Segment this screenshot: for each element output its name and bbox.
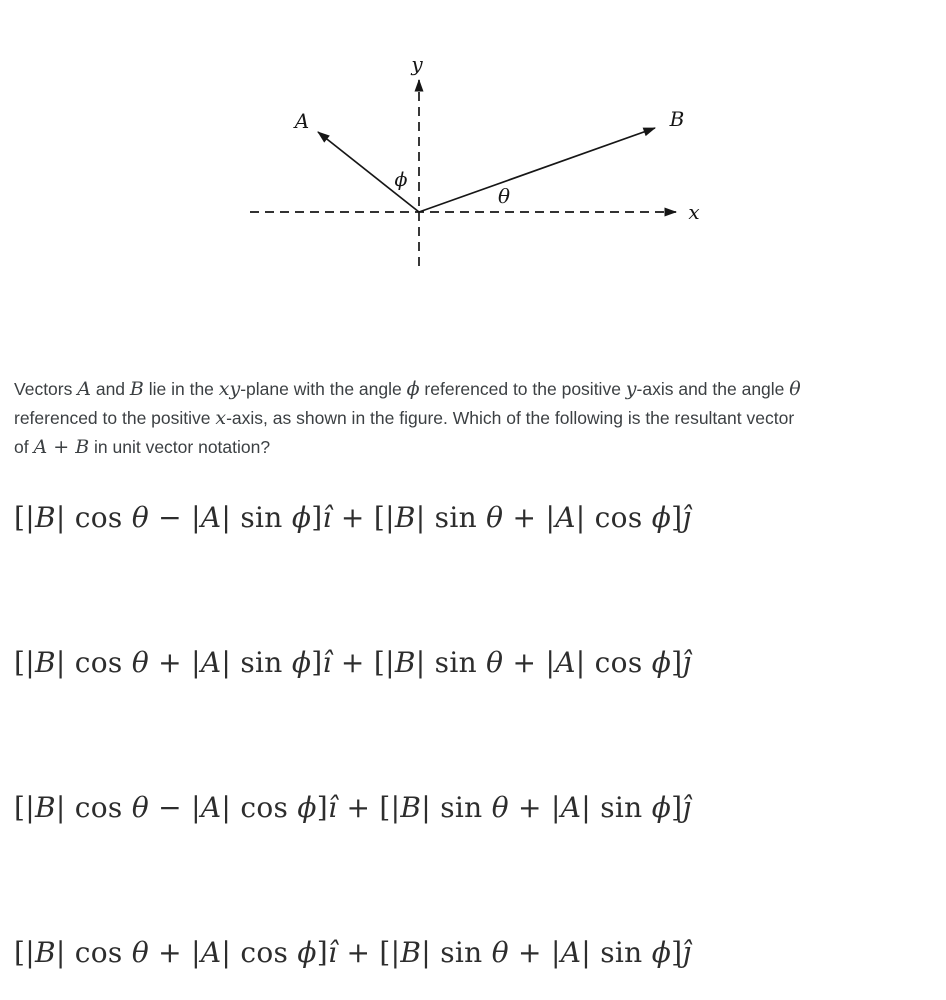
math-run: A [77,378,91,400]
text-run: | cos [221,936,298,969]
vector-b [419,128,655,212]
text-run: ] [311,646,323,679]
question-line-2 [14,404,938,433]
math-run: θ [131,646,149,679]
text-run: lie in the [143,379,219,399]
math-run: ϕ [297,936,317,969]
math-run: î [328,936,338,969]
math-run: ĵ [682,646,692,679]
math-run: î [328,791,338,824]
math-run: θ [131,936,149,969]
math-run: A [200,501,222,534]
math-run: B [129,378,144,400]
text-run: | sin [421,791,492,824]
text-run: in unit vector notation? [89,437,271,457]
math-run: A [555,501,576,534]
angle-theta-label: θ [497,184,511,208]
text-run: ] [671,791,683,824]
vector-a-label: A [294,109,310,133]
text-run: ] [316,791,328,824]
text-run: | cos [55,791,132,824]
math-run: ĵ [682,936,692,969]
text-run: + | [508,791,561,824]
text-run: ] [671,936,683,969]
math-run: A [200,791,222,824]
math-run: ϕ [651,791,672,824]
answer-option-3[interactable] [14,791,691,837]
text-run: Vectors [14,379,78,399]
text-run: ] [671,646,683,679]
math-run: ĵ [682,791,692,824]
math-run: ĵ [682,501,692,534]
math-run: B [34,501,56,534]
text-run: | cos [221,791,298,824]
math-run: A [200,936,222,969]
math-run: θ [131,501,149,534]
math-run: ϕ [651,936,672,969]
math-run: B [34,646,56,679]
text-run: -plane with the angle [240,379,407,399]
answer-option-3-formula [14,791,691,824]
text-run: | cos [575,501,652,534]
math-run: θ [486,501,504,534]
text-run: ] [311,501,323,534]
text-run: ] [671,501,683,534]
math-run: ϕ [651,501,672,534]
text-run: | sin [415,501,487,534]
text-run: | sin [581,791,652,824]
text-run: -axis, as shown in the figure. Which of the following is the resultant vector [226,408,795,428]
text-run: + [| [337,936,401,969]
text-run: + | [148,646,201,679]
math-run: y [625,378,637,400]
math-run: ϕ [291,646,312,679]
text-run: + | [503,646,556,679]
math-run: A [555,646,576,679]
text-run: ] [316,936,328,969]
answer-option-1-formula [14,501,691,534]
text-run: | cos [55,501,132,534]
y-axis-label: y [411,52,423,76]
math-run: xy [218,378,241,400]
text-run: | sin [221,501,292,534]
math-run: ϕ [291,501,312,534]
text-run: + | [148,936,201,969]
math-run: θ [486,646,504,679]
text-run: | sin [415,646,487,679]
math-run: î [322,501,332,534]
x-axis-label: x [688,200,700,224]
math-run: B [400,791,422,824]
math-run: B [394,501,416,534]
text-run: [| [14,936,35,969]
text-run: + [| [337,791,401,824]
text-run: referenced to the positive [419,379,626,399]
vector-diagram-svg [0,0,946,300]
angle-phi-label: ϕ [394,169,408,191]
answer-option-4[interactable] [14,936,691,982]
answer-option-2[interactable] [14,646,691,692]
vector-b-label: B [669,107,685,131]
text-run: and [90,379,130,399]
math-run: ϕ [406,378,420,400]
text-run: + | [503,501,556,534]
figure-vector-diagram [0,0,946,300]
math-run: ϕ [297,791,317,824]
answer-option-4-formula [14,936,691,969]
math-run: x [215,407,227,429]
math-run: A + B [33,436,90,458]
text-run: -axis and the angle [636,379,790,399]
text-run: | sin [221,646,292,679]
text-run: | cos [55,646,132,679]
math-run: B [400,936,422,969]
text-run: [| [14,501,35,534]
text-run: of [14,437,34,457]
text-run: + | [508,936,561,969]
question-line-1 [14,375,938,404]
text-run: | cos [55,936,132,969]
text-run: − | [148,791,201,824]
text-run: + [| [331,646,395,679]
math-run: A [560,936,582,969]
text-run: referenced to the positive [14,408,216,428]
text-run: | sin [421,936,492,969]
question-text [14,375,938,462]
math-run: θ [491,791,509,824]
math-run: B [34,791,56,824]
text-run: | sin [581,936,652,969]
text-run: [| [14,646,35,679]
text-run: + [| [331,501,395,534]
math-run: A [200,646,222,679]
question-line-3 [14,433,938,462]
text-run: | cos [575,646,652,679]
text-run: [| [14,791,35,824]
answer-option-1[interactable] [14,501,691,547]
text-run: − | [148,501,201,534]
math-run: A [560,791,582,824]
math-run: θ [131,791,149,824]
math-run: θ [789,378,801,400]
math-run: î [322,646,332,679]
math-run: B [394,646,416,679]
answer-option-2-formula [14,646,691,679]
math-run: θ [491,936,509,969]
math-run: ϕ [651,646,672,679]
math-run: B [34,936,56,969]
